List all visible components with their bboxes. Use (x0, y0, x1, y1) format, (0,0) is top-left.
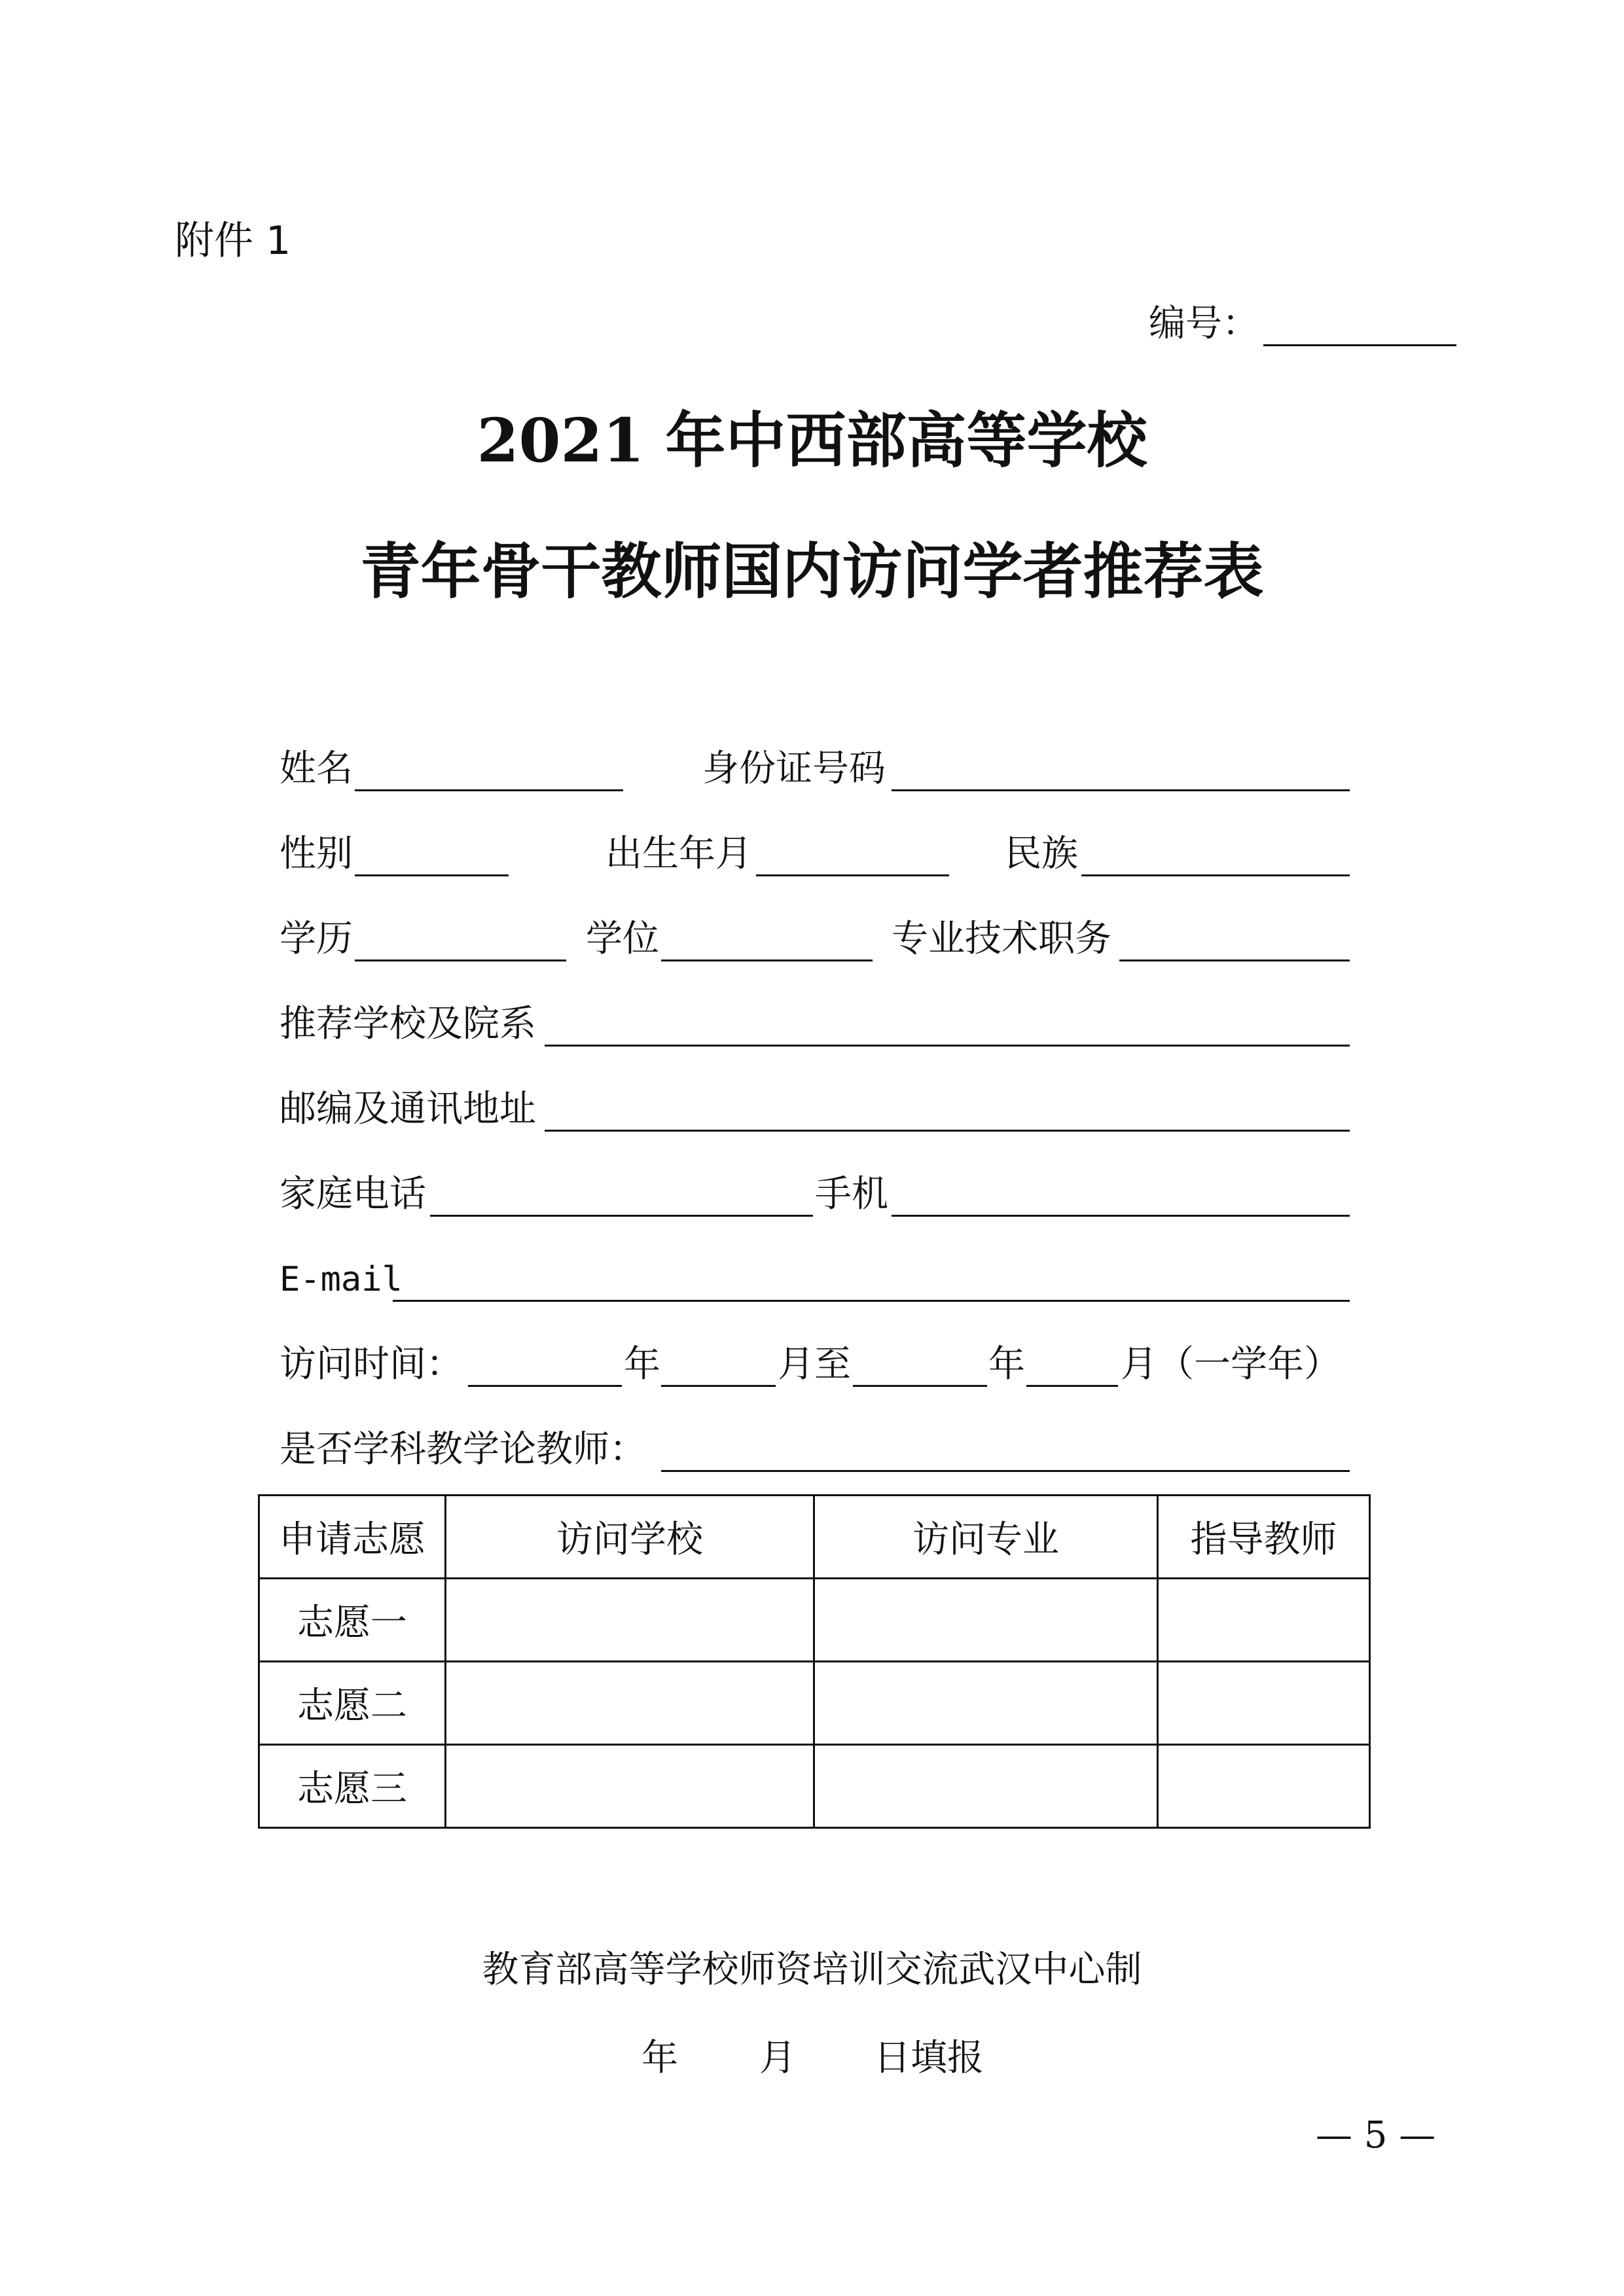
school-dept-blank[interactable] (545, 1045, 1350, 1047)
volunteer-table (258, 1494, 1371, 1829)
home-phone-label: 家庭电话 (280, 1173, 426, 1215)
row-gender-birth (0, 831, 1624, 877)
birth-blank[interactable] (756, 874, 949, 876)
gender-blank[interactable] (355, 874, 509, 876)
header-choice: 申请志愿 (259, 1496, 446, 1579)
mobile-label: 手机 (815, 1173, 888, 1215)
degree-blank[interactable] (661, 960, 873, 961)
footer-day: 日填报 (874, 2037, 984, 2079)
education-blank[interactable] (355, 960, 566, 961)
row-label-choice-2: 志愿二 (259, 1662, 446, 1745)
address-blank[interactable] (545, 1130, 1350, 1132)
cell-school-2[interactable] (446, 1662, 814, 1745)
address-label: 邮编及通讯地址 (280, 1088, 536, 1130)
visit-month-end-text: 月（一学年） (1121, 1343, 1341, 1386)
visit-year-text-2: 年 (988, 1343, 1025, 1386)
cell-advisor-2[interactable] (1158, 1662, 1370, 1745)
name-label: 姓名 (280, 747, 353, 790)
pedagogy-label: 是否学科教学论教师： (280, 1428, 646, 1471)
visit-start-month-blank[interactable] (661, 1385, 776, 1387)
pedagogy-blank[interactable] (661, 1470, 1350, 1472)
title-line-2: 青年骨干教师国内访问学者推荐表 (360, 536, 1264, 607)
email-label: E-mail (280, 1260, 403, 1299)
table-header-row (259, 1496, 1370, 1579)
table-row (259, 1745, 1370, 1828)
visit-end-year-blank[interactable] (853, 1385, 987, 1387)
row-phones (0, 1172, 1624, 1217)
visit-start-year-blank[interactable] (468, 1385, 622, 1387)
birth-label: 出生年月 (605, 833, 752, 875)
serial-label: 编号： (1149, 302, 1259, 345)
row-visit-time (0, 1342, 1624, 1388)
footer-organization: 教育部高等学校师资培训交流武汉中心制 (482, 1948, 1142, 1991)
name-blank[interactable] (355, 789, 623, 791)
row-address (0, 1086, 1624, 1132)
row-school-dept (0, 1001, 1624, 1047)
attachment-label: 附件 1 (175, 218, 291, 264)
header-visit-major: 访问专业 (814, 1496, 1158, 1579)
education-label: 学历 (280, 918, 353, 960)
cell-school-1[interactable] (446, 1579, 814, 1662)
home-phone-blank[interactable] (430, 1215, 813, 1217)
cell-major-2[interactable] (814, 1662, 1158, 1745)
school-dept-label: 推荐学校及院系 (280, 1003, 536, 1045)
row-education (0, 916, 1624, 962)
footer-month: 月 (759, 2037, 796, 2079)
table-row (259, 1579, 1370, 1662)
ethnicity-blank[interactable] (1081, 874, 1350, 876)
title-rank-label: 专业技术职务 (892, 918, 1111, 960)
id-number-blank[interactable] (892, 789, 1350, 791)
cell-school-3[interactable] (446, 1745, 814, 1828)
serial-blank[interactable] (1263, 344, 1456, 346)
visit-end-month-blank[interactable] (1026, 1385, 1118, 1387)
email-blank[interactable] (393, 1300, 1350, 1302)
title-line-1: 2021 年中西部高等学校 (477, 405, 1147, 476)
id-number-label: 身份证号码 (702, 747, 886, 790)
page-number: — 5 — (1316, 2114, 1436, 2157)
degree-label: 学位 (586, 918, 659, 960)
cell-advisor-3[interactable] (1158, 1745, 1370, 1828)
visit-year-text-1: 年 (624, 1343, 660, 1386)
cell-major-1[interactable] (814, 1579, 1158, 1662)
visit-time-label: 访问时间： (280, 1343, 463, 1386)
row-label-choice-1: 志愿一 (259, 1579, 446, 1662)
row-pedagogy (0, 1427, 1624, 1473)
gender-label: 性别 (280, 833, 353, 875)
row-name-id (0, 746, 1624, 792)
cell-advisor-1[interactable] (1158, 1579, 1370, 1662)
header-advisor: 指导教师 (1158, 1496, 1370, 1579)
visit-month-to-text: 月至 (778, 1343, 851, 1386)
cell-major-3[interactable] (814, 1745, 1158, 1828)
table-row (259, 1662, 1370, 1745)
header-visit-school: 访问学校 (446, 1496, 814, 1579)
row-label-choice-3: 志愿三 (259, 1745, 446, 1828)
mobile-blank[interactable] (892, 1215, 1350, 1217)
footer-year: 年 (641, 2037, 678, 2079)
serial-number-field (1149, 301, 1259, 347)
title-rank-blank[interactable] (1119, 960, 1350, 961)
ethnicity-label: 民族 (1005, 833, 1078, 875)
row-email (0, 1257, 1624, 1302)
